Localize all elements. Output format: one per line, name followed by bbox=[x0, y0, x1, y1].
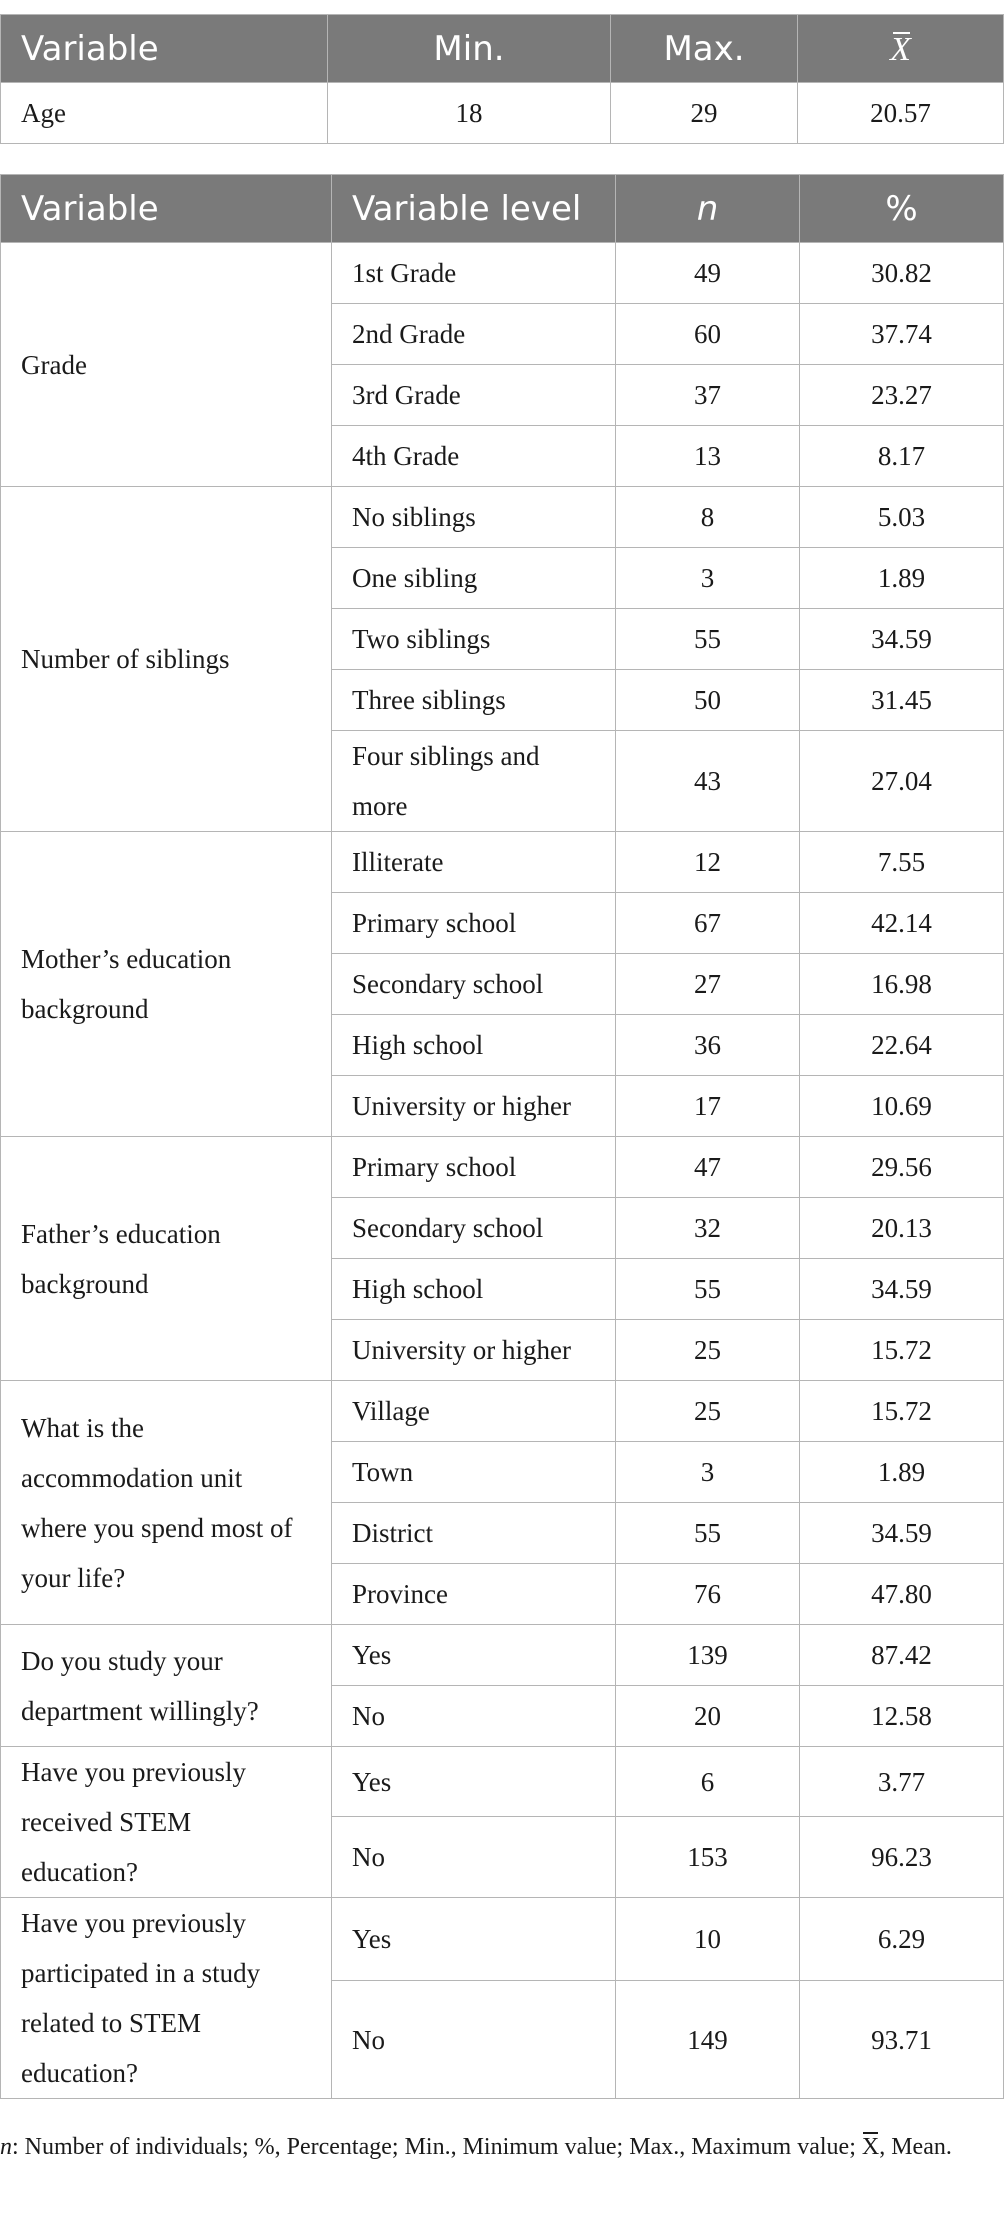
count-cell: 55 bbox=[616, 609, 800, 670]
demographics-table-body bbox=[1, 243, 1004, 2099]
count-cell: 76 bbox=[616, 1564, 800, 1625]
variable-cell: Have you previously participated in a study related to STEM education? bbox=[1, 1898, 332, 2099]
percent-cell: 22.64 bbox=[800, 1015, 1004, 1076]
count-cell: 50 bbox=[616, 670, 800, 731]
variable-cell: Number of siblings bbox=[1, 487, 332, 832]
count-cell: 32 bbox=[616, 1198, 800, 1259]
variable-cell: Do you study your department willingly? bbox=[1, 1625, 332, 1747]
percent-cell: 47.80 bbox=[800, 1564, 1004, 1625]
age-max: 29 bbox=[611, 83, 798, 144]
count-cell: 153 bbox=[616, 1817, 800, 1898]
table-row bbox=[1, 487, 1004, 548]
level-cell: Village bbox=[332, 1381, 616, 1442]
percent-cell: 7.55 bbox=[800, 832, 1004, 893]
header-mean bbox=[798, 15, 1004, 83]
count-cell: 37 bbox=[616, 365, 800, 426]
header-max: Max. bbox=[611, 15, 798, 83]
table-row bbox=[1, 83, 1004, 144]
variable-cell: Have you previously received STEM education? bbox=[1, 1747, 332, 1898]
count-cell: 47 bbox=[616, 1137, 800, 1198]
percent-cell: 8.17 bbox=[800, 426, 1004, 487]
percent-cell: 15.72 bbox=[800, 1381, 1004, 1442]
table-footnote bbox=[0, 2130, 1000, 2165]
count-cell: 10 bbox=[616, 1898, 800, 1981]
level-cell: Province bbox=[332, 1564, 616, 1625]
percent-cell: 16.98 bbox=[800, 954, 1004, 1015]
percent-cell: 96.23 bbox=[800, 1817, 1004, 1898]
percent-cell: 34.59 bbox=[800, 1503, 1004, 1564]
count-cell: 8 bbox=[616, 487, 800, 548]
variable-cell: Father’s education background bbox=[1, 1137, 332, 1381]
level-cell: Secondary school bbox=[332, 1198, 616, 1259]
level-cell: Four siblings and more bbox=[332, 731, 616, 832]
percent-cell: 1.89 bbox=[800, 548, 1004, 609]
percent-cell: 31.45 bbox=[800, 670, 1004, 731]
mean-symbol: X bbox=[890, 30, 911, 68]
demographics-table-header bbox=[1, 175, 1004, 243]
level-cell: 4th Grade bbox=[332, 426, 616, 487]
level-cell: Three siblings bbox=[332, 670, 616, 731]
count-cell: 17 bbox=[616, 1076, 800, 1137]
age-label: Age bbox=[1, 83, 328, 144]
count-cell: 27 bbox=[616, 954, 800, 1015]
level-cell: No bbox=[332, 1686, 616, 1747]
count-cell: 139 bbox=[616, 1625, 800, 1686]
percent-cell: 27.04 bbox=[800, 731, 1004, 832]
count-cell: 13 bbox=[616, 426, 800, 487]
header-variable: Variable bbox=[1, 175, 332, 243]
level-cell: No bbox=[332, 1817, 616, 1898]
level-cell: University or higher bbox=[332, 1320, 616, 1381]
level-cell: University or higher bbox=[332, 1076, 616, 1137]
table-row bbox=[1, 1625, 1004, 1686]
percent-cell: 42.14 bbox=[800, 893, 1004, 954]
level-cell: 1st Grade bbox=[332, 243, 616, 304]
count-cell: 6 bbox=[616, 1747, 800, 1817]
percent-cell: 37.74 bbox=[800, 304, 1004, 365]
level-cell: Primary school bbox=[332, 893, 616, 954]
percent-cell: 93.71 bbox=[800, 1981, 1004, 2099]
variable-cell: Mother’s education background bbox=[1, 832, 332, 1137]
age-mean: 20.57 bbox=[798, 83, 1004, 144]
count-cell: 12 bbox=[616, 832, 800, 893]
header-min: Min. bbox=[328, 15, 611, 83]
count-cell: 25 bbox=[616, 1381, 800, 1442]
count-cell: 67 bbox=[616, 893, 800, 954]
footnote-n-symbol: n bbox=[0, 2134, 12, 2160]
level-cell: 2nd Grade bbox=[332, 304, 616, 365]
percent-cell: 23.27 bbox=[800, 365, 1004, 426]
footnote-mean-symbol: X bbox=[862, 2130, 879, 2165]
header-variable: Variable bbox=[1, 15, 328, 83]
percent-cell: 3.77 bbox=[800, 1747, 1004, 1817]
age-min: 18 bbox=[328, 83, 611, 144]
percent-cell: 12.58 bbox=[800, 1686, 1004, 1747]
count-cell: 55 bbox=[616, 1503, 800, 1564]
level-cell: High school bbox=[332, 1259, 616, 1320]
percent-cell: 29.56 bbox=[800, 1137, 1004, 1198]
count-cell: 149 bbox=[616, 1981, 800, 2099]
percent-cell: 20.13 bbox=[800, 1198, 1004, 1259]
footnote-text: : Number of individuals; %, Percentage; Min., Minimum value; Max., Maximum value; bbox=[12, 2134, 862, 2160]
demographics-table bbox=[0, 174, 1004, 2099]
percent-cell: 15.72 bbox=[800, 1320, 1004, 1381]
level-cell: Yes bbox=[332, 1747, 616, 1817]
count-cell: 36 bbox=[616, 1015, 800, 1076]
percent-cell: 34.59 bbox=[800, 609, 1004, 670]
count-cell: 3 bbox=[616, 548, 800, 609]
percent-cell: 10.69 bbox=[800, 1076, 1004, 1137]
level-cell: Yes bbox=[332, 1625, 616, 1686]
count-cell: 25 bbox=[616, 1320, 800, 1381]
percent-cell: 30.82 bbox=[800, 243, 1004, 304]
percent-cell: 6.29 bbox=[800, 1898, 1004, 1981]
age-table bbox=[0, 14, 1004, 144]
count-cell: 60 bbox=[616, 304, 800, 365]
level-cell: Illiterate bbox=[332, 832, 616, 893]
table-row bbox=[1, 243, 1004, 304]
level-cell: 3rd Grade bbox=[332, 365, 616, 426]
header-n: n bbox=[616, 175, 800, 243]
table-row bbox=[1, 1747, 1004, 1817]
percent-cell: 5.03 bbox=[800, 487, 1004, 548]
table-row bbox=[1, 1137, 1004, 1198]
count-cell: 43 bbox=[616, 731, 800, 832]
level-cell: Primary school bbox=[332, 1137, 616, 1198]
level-cell: No siblings bbox=[332, 487, 616, 548]
level-cell: High school bbox=[332, 1015, 616, 1076]
table-row bbox=[1, 1381, 1004, 1442]
tables-container bbox=[0, 14, 1003, 2099]
variable-cell: What is the accommodation unit where you spend most of your life? bbox=[1, 1381, 332, 1625]
level-cell: Town bbox=[332, 1442, 616, 1503]
variable-cell: Grade bbox=[1, 243, 332, 487]
level-cell: Secondary school bbox=[332, 954, 616, 1015]
age-table-header bbox=[1, 15, 1004, 83]
count-cell: 55 bbox=[616, 1259, 800, 1320]
count-cell: 3 bbox=[616, 1442, 800, 1503]
level-cell: Two siblings bbox=[332, 609, 616, 670]
level-cell: Yes bbox=[332, 1898, 616, 1981]
table-row bbox=[1, 832, 1004, 893]
percent-cell: 1.89 bbox=[800, 1442, 1004, 1503]
count-cell: 20 bbox=[616, 1686, 800, 1747]
level-cell: No bbox=[332, 1981, 616, 2099]
table-row bbox=[1, 1898, 1004, 1981]
header-percent: % bbox=[800, 175, 1004, 243]
percent-cell: 34.59 bbox=[800, 1259, 1004, 1320]
header-variable-level: Variable level bbox=[332, 175, 616, 243]
footnote-end: , Mean. bbox=[879, 2134, 952, 2160]
level-cell: District bbox=[332, 1503, 616, 1564]
count-cell: 49 bbox=[616, 243, 800, 304]
level-cell: One sibling bbox=[332, 548, 616, 609]
percent-cell: 87.42 bbox=[800, 1625, 1004, 1686]
